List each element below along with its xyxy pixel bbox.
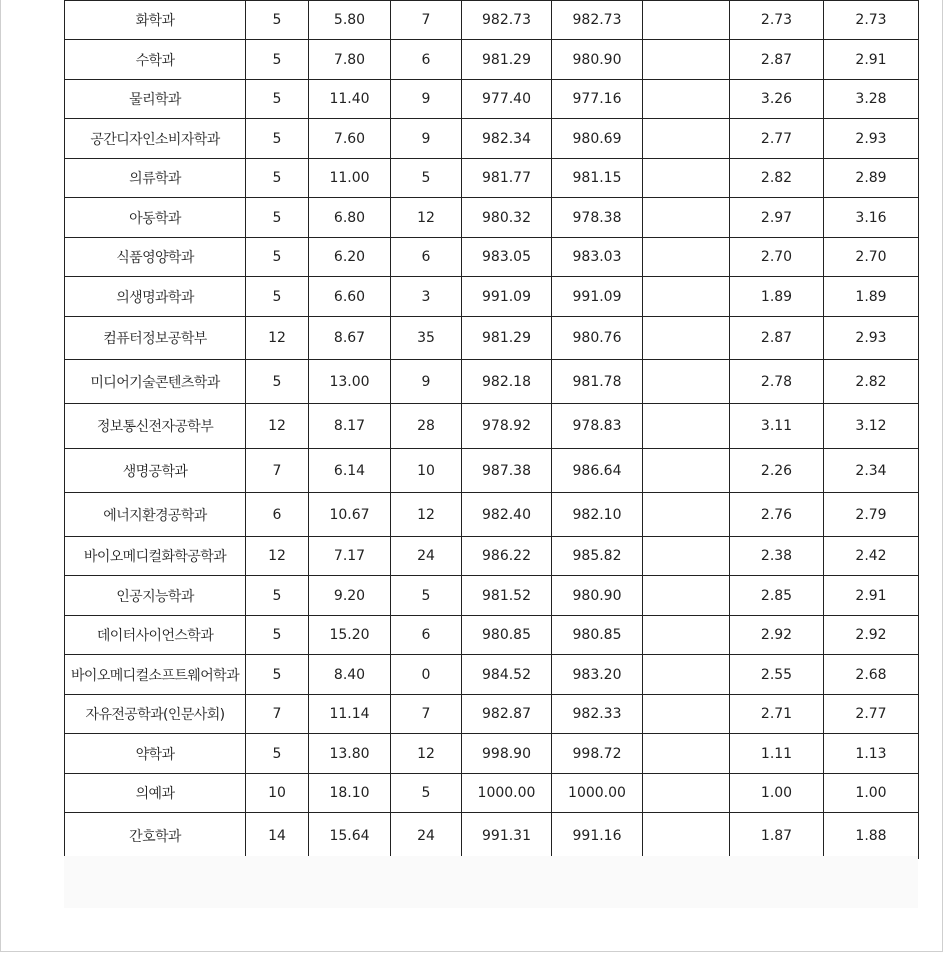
cell-blank xyxy=(643,695,730,734)
cell-add: 6 xyxy=(391,238,462,277)
cell-g1: 2.55 xyxy=(730,655,824,695)
cell-g1: 1.00 xyxy=(730,774,824,813)
cell-name: 의생명과학과 xyxy=(65,277,246,317)
cell-s2: 977.16 xyxy=(552,80,643,119)
cell-ratio: 11.00 xyxy=(309,159,391,198)
cell-name: 자유전공학과(인문사회) xyxy=(65,695,246,734)
table-row xyxy=(65,159,919,198)
cell-add: 9 xyxy=(391,80,462,119)
cell-s1: 982.34 xyxy=(462,119,552,159)
table-row xyxy=(65,537,919,576)
cell-recruit: 5 xyxy=(246,198,309,238)
cell-s2: 985.82 xyxy=(552,537,643,576)
cell-g1: 2.26 xyxy=(730,449,824,493)
cell-g1: 2.87 xyxy=(730,317,824,360)
cell-s2: 982.73 xyxy=(552,1,643,40)
cell-s2: 978.83 xyxy=(552,404,643,449)
table-row xyxy=(65,277,919,317)
cell-s1: 977.40 xyxy=(462,80,552,119)
cell-ratio: 6.80 xyxy=(309,198,391,238)
cell-name: 컴퓨터정보공학부 xyxy=(65,317,246,360)
cell-g1: 2.78 xyxy=(730,360,824,404)
cell-s2: 998.72 xyxy=(552,734,643,774)
cell-g1: 1.11 xyxy=(730,734,824,774)
cell-s1: 982.87 xyxy=(462,695,552,734)
cell-g2: 3.28 xyxy=(824,80,919,119)
cell-add: 24 xyxy=(391,537,462,576)
cell-ratio: 11.40 xyxy=(309,80,391,119)
cell-name: 미디어기술콘텐츠학과 xyxy=(65,360,246,404)
cell-recruit: 12 xyxy=(246,537,309,576)
cell-recruit: 5 xyxy=(246,655,309,695)
cell-blank xyxy=(643,119,730,159)
cell-name: 약학과 xyxy=(65,734,246,774)
table-row xyxy=(65,813,919,859)
cell-g2: 2.91 xyxy=(824,576,919,616)
cell-s1: 980.32 xyxy=(462,198,552,238)
cell-g2: 2.92 xyxy=(824,616,919,655)
cell-s1: 981.29 xyxy=(462,40,552,80)
cell-recruit: 5 xyxy=(246,238,309,277)
cell-s1: 981.52 xyxy=(462,576,552,616)
cell-name: 바이오메디컬화학공학과 xyxy=(65,537,246,576)
cell-recruit: 5 xyxy=(246,576,309,616)
cell-s1: 991.31 xyxy=(462,813,552,859)
cell-blank xyxy=(643,80,730,119)
cell-name: 물리학과 xyxy=(65,80,246,119)
cell-g1: 2.92 xyxy=(730,616,824,655)
cell-add: 28 xyxy=(391,404,462,449)
cell-name: 바이오메디컬소프트웨어학과 xyxy=(65,655,246,695)
table-row xyxy=(65,695,919,734)
cell-name: 인공지능학과 xyxy=(65,576,246,616)
cell-recruit: 7 xyxy=(246,695,309,734)
cell-name: 데이터사이언스학과 xyxy=(65,616,246,655)
cell-s1: 978.92 xyxy=(462,404,552,449)
cell-ratio: 5.80 xyxy=(309,1,391,40)
cell-blank xyxy=(643,655,730,695)
cell-g2: 2.68 xyxy=(824,655,919,695)
cell-blank xyxy=(643,774,730,813)
cell-s1: 984.52 xyxy=(462,655,552,695)
cell-s2: 978.38 xyxy=(552,198,643,238)
cell-ratio: 15.20 xyxy=(309,616,391,655)
cell-g2: 2.93 xyxy=(824,317,919,360)
cell-blank xyxy=(643,493,730,537)
cell-name: 간호학과 xyxy=(65,813,246,859)
cell-add: 0 xyxy=(391,655,462,695)
cell-add: 24 xyxy=(391,813,462,859)
cell-s2: 983.20 xyxy=(552,655,643,695)
cell-blank xyxy=(643,813,730,859)
cell-s2: 982.10 xyxy=(552,493,643,537)
cell-g2: 2.42 xyxy=(824,537,919,576)
cell-s1: 987.38 xyxy=(462,449,552,493)
table-row xyxy=(65,119,919,159)
table-row xyxy=(65,1,919,40)
cell-s1: 980.85 xyxy=(462,616,552,655)
cell-g2: 2.73 xyxy=(824,1,919,40)
cell-g1: 2.82 xyxy=(730,159,824,198)
cell-recruit: 5 xyxy=(246,734,309,774)
cell-s2: 1000.00 xyxy=(552,774,643,813)
table-row xyxy=(65,655,919,695)
cell-s1: 998.90 xyxy=(462,734,552,774)
cell-blank xyxy=(643,238,730,277)
cell-add: 7 xyxy=(391,695,462,734)
cell-g2: 1.00 xyxy=(824,774,919,813)
cell-g1: 2.76 xyxy=(730,493,824,537)
cell-g2: 2.89 xyxy=(824,159,919,198)
table-row xyxy=(65,404,919,449)
table-row xyxy=(65,198,919,238)
cell-blank xyxy=(643,449,730,493)
cell-ratio: 13.00 xyxy=(309,360,391,404)
cell-recruit: 12 xyxy=(246,317,309,360)
cell-g2: 2.77 xyxy=(824,695,919,734)
cell-add: 3 xyxy=(391,277,462,317)
cell-s2: 981.15 xyxy=(552,159,643,198)
cell-name: 의예과 xyxy=(65,774,246,813)
cell-g1: 2.87 xyxy=(730,40,824,80)
cell-add: 6 xyxy=(391,40,462,80)
cell-recruit: 5 xyxy=(246,1,309,40)
cell-g1: 2.97 xyxy=(730,198,824,238)
table-body xyxy=(65,1,919,859)
cell-g1: 2.85 xyxy=(730,576,824,616)
cell-recruit: 5 xyxy=(246,119,309,159)
cell-recruit: 5 xyxy=(246,80,309,119)
cell-recruit: 5 xyxy=(246,159,309,198)
cell-s1: 982.18 xyxy=(462,360,552,404)
cell-s2: 980.76 xyxy=(552,317,643,360)
cell-s2: 983.03 xyxy=(552,238,643,277)
cell-add: 12 xyxy=(391,493,462,537)
admission-results-table-wrap xyxy=(64,0,919,859)
table-row xyxy=(65,360,919,404)
cell-name: 아동학과 xyxy=(65,198,246,238)
cell-s2: 980.90 xyxy=(552,576,643,616)
cell-name: 에너지환경공학과 xyxy=(65,493,246,537)
cell-g2: 2.91 xyxy=(824,40,919,80)
cell-g1: 2.77 xyxy=(730,119,824,159)
cell-g2: 3.12 xyxy=(824,404,919,449)
cell-recruit: 5 xyxy=(246,616,309,655)
cell-s2: 980.90 xyxy=(552,40,643,80)
cell-blank xyxy=(643,734,730,774)
bottom-blank-area xyxy=(64,856,918,908)
cell-ratio: 18.10 xyxy=(309,774,391,813)
cell-ratio: 8.17 xyxy=(309,404,391,449)
cell-s2: 980.69 xyxy=(552,119,643,159)
cell-recruit: 5 xyxy=(246,40,309,80)
cell-recruit: 7 xyxy=(246,449,309,493)
cell-ratio: 7.17 xyxy=(309,537,391,576)
cell-add: 7 xyxy=(391,1,462,40)
admission-results-table xyxy=(64,0,919,859)
cell-ratio: 7.80 xyxy=(309,40,391,80)
cell-add: 9 xyxy=(391,360,462,404)
cell-ratio: 9.20 xyxy=(309,576,391,616)
cell-add: 5 xyxy=(391,576,462,616)
cell-ratio: 8.40 xyxy=(309,655,391,695)
cell-g1: 2.38 xyxy=(730,537,824,576)
cell-recruit: 10 xyxy=(246,774,309,813)
table-row xyxy=(65,616,919,655)
table-row xyxy=(65,493,919,537)
table-row xyxy=(65,774,919,813)
cell-s2: 982.33 xyxy=(552,695,643,734)
cell-add: 12 xyxy=(391,198,462,238)
cell-name: 화학과 xyxy=(65,1,246,40)
table-row xyxy=(65,80,919,119)
cell-add: 9 xyxy=(391,119,462,159)
cell-recruit: 6 xyxy=(246,493,309,537)
cell-blank xyxy=(643,404,730,449)
cell-g2: 1.89 xyxy=(824,277,919,317)
table-row xyxy=(65,576,919,616)
cell-s2: 980.85 xyxy=(552,616,643,655)
cell-name: 의류학과 xyxy=(65,159,246,198)
cell-blank xyxy=(643,159,730,198)
cell-blank xyxy=(643,1,730,40)
cell-s2: 986.64 xyxy=(552,449,643,493)
cell-ratio: 7.60 xyxy=(309,119,391,159)
cell-name: 공간디자인소비자학과 xyxy=(65,119,246,159)
cell-add: 6 xyxy=(391,616,462,655)
cell-g2: 1.13 xyxy=(824,734,919,774)
cell-recruit: 5 xyxy=(246,360,309,404)
cell-add: 5 xyxy=(391,774,462,813)
cell-ratio: 10.67 xyxy=(309,493,391,537)
cell-g1: 2.71 xyxy=(730,695,824,734)
cell-s1: 991.09 xyxy=(462,277,552,317)
cell-blank xyxy=(643,616,730,655)
cell-ratio: 8.67 xyxy=(309,317,391,360)
cell-recruit: 12 xyxy=(246,404,309,449)
cell-g2: 2.34 xyxy=(824,449,919,493)
cell-g1: 2.70 xyxy=(730,238,824,277)
table-row xyxy=(65,40,919,80)
cell-name: 생명공학과 xyxy=(65,449,246,493)
cell-recruit: 14 xyxy=(246,813,309,859)
cell-g2: 2.82 xyxy=(824,360,919,404)
cell-g1: 1.89 xyxy=(730,277,824,317)
cell-add: 12 xyxy=(391,734,462,774)
cell-g2: 3.16 xyxy=(824,198,919,238)
cell-blank xyxy=(643,40,730,80)
table-row xyxy=(65,238,919,277)
cell-g2: 2.93 xyxy=(824,119,919,159)
cell-ratio: 13.80 xyxy=(309,734,391,774)
cell-add: 10 xyxy=(391,449,462,493)
cell-ratio: 15.64 xyxy=(309,813,391,859)
cell-s2: 991.09 xyxy=(552,277,643,317)
cell-name: 식품영양학과 xyxy=(65,238,246,277)
cell-g1: 3.11 xyxy=(730,404,824,449)
cell-g2: 1.88 xyxy=(824,813,919,859)
cell-blank xyxy=(643,360,730,404)
cell-blank xyxy=(643,277,730,317)
cell-s2: 981.78 xyxy=(552,360,643,404)
cell-s1: 982.73 xyxy=(462,1,552,40)
cell-g2: 2.79 xyxy=(824,493,919,537)
cell-ratio: 6.60 xyxy=(309,277,391,317)
table-row xyxy=(65,449,919,493)
cell-s1: 981.77 xyxy=(462,159,552,198)
table-row xyxy=(65,317,919,360)
cell-recruit: 5 xyxy=(246,277,309,317)
cell-s1: 986.22 xyxy=(462,537,552,576)
cell-blank xyxy=(643,317,730,360)
cell-ratio: 6.14 xyxy=(309,449,391,493)
cell-add: 5 xyxy=(391,159,462,198)
cell-blank xyxy=(643,198,730,238)
cell-g1: 1.87 xyxy=(730,813,824,859)
cell-blank xyxy=(643,576,730,616)
cell-ratio: 11.14 xyxy=(309,695,391,734)
cell-blank xyxy=(643,537,730,576)
cell-g1: 2.73 xyxy=(730,1,824,40)
cell-ratio: 6.20 xyxy=(309,238,391,277)
cell-s1: 983.05 xyxy=(462,238,552,277)
table-row xyxy=(65,734,919,774)
cell-s1: 981.29 xyxy=(462,317,552,360)
cell-s2: 991.16 xyxy=(552,813,643,859)
cell-name: 수학과 xyxy=(65,40,246,80)
cell-add: 35 xyxy=(391,317,462,360)
cell-g2: 2.70 xyxy=(824,238,919,277)
cell-g1: 3.26 xyxy=(730,80,824,119)
cell-s1: 982.40 xyxy=(462,493,552,537)
cell-name: 정보통신전자공학부 xyxy=(65,404,246,449)
cell-s1: 1000.00 xyxy=(462,774,552,813)
